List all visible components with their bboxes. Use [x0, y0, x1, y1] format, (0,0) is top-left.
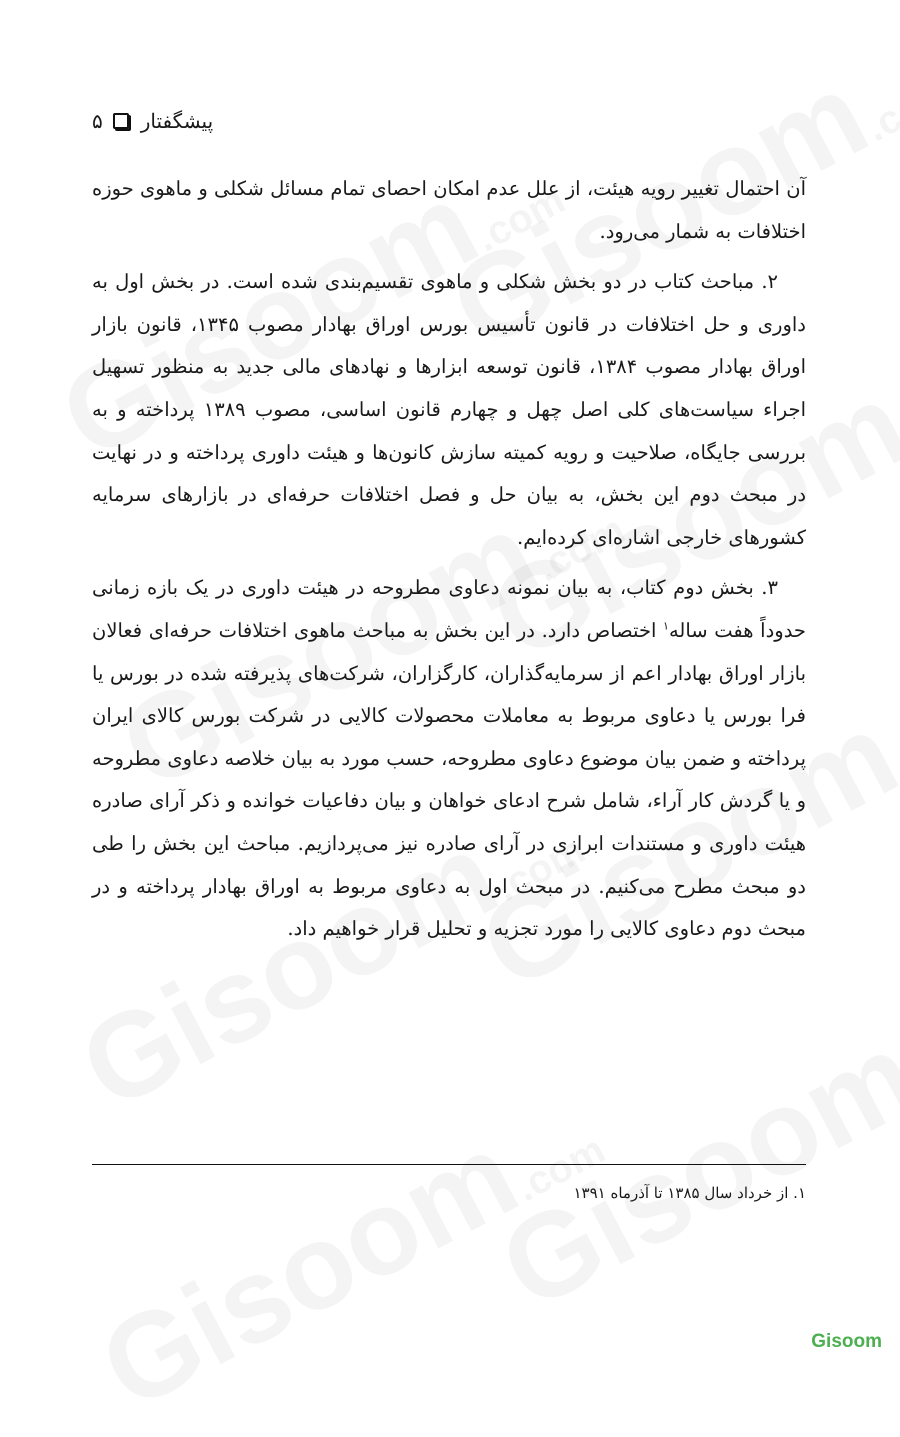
- body-text: [92, 168, 806, 959]
- paragraph-3-text-b: اختصاص دارد. در این بخش به مباحث ماهوی اختلافات حرفه‌ای فعالان بازار اوراق بهادار اعم از سرمایه‌گذاران، کارگزاران، شرکت‌های پذیرفته شده در بورس یا فرا بورس یا دعاوی مربوط به معاملات محصولات کالایی در شرکت بورس کالای ایران پرداخته و ضمن بیان موضوع دعاوی مطروحه، حسب مورد به بیان خلاصه دعاوی مطروحه و یا گردش کار آراء، شامل شرح ادعای خواهان و بیان دفاعیات خوانده و ذکر آرای صادره هیئت داوری و مستندات ابرازی در آرای صادره نیز می‌پردازیم. مباحث این بخش را طی دو مبحث مطرح می‌کنیم. در مبحث اول به دعاوی مربوط به اوراق بهادار پرداخته و در مبحث دوم دعاوی کالایی را مورد تجزیه و تحلیل قرار خواهیم داد.: [92, 618, 806, 941]
- footnote-marker: ۱: [663, 619, 669, 633]
- watermark: [79, 1061, 621, 1436]
- paragraph-2: ۲. مباحث کتاب در دو بخش شکلی و ماهوی تقسیم‌بندی شده است. در بخش اول به داوری و حل اختلافات در قانون تأسیس بورس اوراق بهادار مصوب ۱۳۴۵، قانون بازار اوراق بهادار مصوب ۱۳۸۴، قانون توسعه ابزارها و نهادهای مالی جدید به منظور تسهیل اجراء سیاست‌های کلی اصل چهل و چهارم قانون اساسی، مصوب ۱۳۸۹ پرداخته و به بررسی جایگاه، صلاحیت و رویه کمیته سازش کانون‌ها و هیئت داوری پرداخته و در نهایت در مبحث دوم این بخش، به بیان حل و فصل اختلافات حرفه‌ای در بازارهای سرمایه کشورهای خارجی اشاره‌ای کرده‌ایم.: [92, 270, 806, 549]
- watermark: [479, 961, 900, 1336]
- paragraph-3: [92, 567, 806, 950]
- footnote-divider: [92, 1164, 806, 1165]
- footnote: ۱. از خرداد سال ۱۳۸۵ تا آذرماه ۱۳۹۱: [573, 1184, 806, 1202]
- page-number: ۵: [92, 109, 103, 133]
- paragraph-3-text-a: ۳. بخش دوم کتاب، به بیان نمونه دعاوی مطروحه در هیئت داوری در یک بازه زمانی حدوداً هفت ساله: [92, 576, 806, 642]
- brand-logo: Gisoom: [811, 1331, 882, 1352]
- square-box-icon: [113, 113, 129, 129]
- chapter-name: پیشگفتار: [140, 109, 214, 133]
- running-header: [92, 106, 213, 136]
- paragraph-1: آن احتمال تغییر رویه هیئت، از علل عدم امکان احصای تمام مسائل شکلی و ماهوی حوزه اختلافات به شمار می‌رود.: [92, 177, 806, 243]
